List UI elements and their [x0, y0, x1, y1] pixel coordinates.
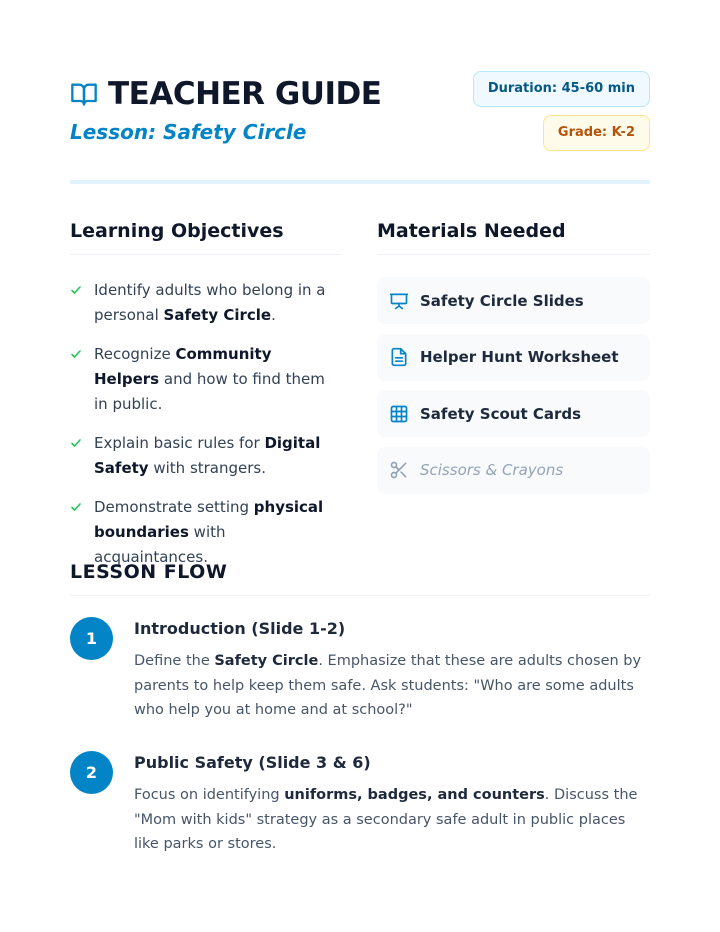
- lesson-flow-divider: [70, 595, 650, 596]
- check-icon: [70, 501, 82, 513]
- title-row: [70, 76, 381, 112]
- material-label: Helper Hunt Worksheet: [420, 348, 619, 366]
- objective-item: Recognize Community Helpers and how to find them in public.: [70, 342, 340, 417]
- check-icon: [70, 284, 82, 296]
- duration-badge: Duration: 45-60 min: [473, 71, 650, 107]
- lesson-subtitle: Lesson: Safety Circle: [70, 120, 307, 144]
- header-divider: [70, 180, 650, 184]
- check-icon: [70, 437, 82, 449]
- book-open-icon: [70, 80, 98, 108]
- grid-icon: [389, 404, 409, 424]
- step-title: Public Safety (Slide 3 & 6): [134, 753, 371, 772]
- materials-heading: Materials Needed: [377, 220, 566, 242]
- step-number-badge: 1: [70, 617, 113, 660]
- material-label: Scissors & Crayons: [420, 461, 564, 479]
- grade-badge: Grade: K-2: [543, 115, 650, 151]
- material-item-slides[interactable]: [377, 277, 650, 324]
- step-number-badge: 2: [70, 751, 113, 794]
- step-description: Focus on identifying uniforms, badges, and counters. Discuss the "Mom with kids" strategy as a secondary safe adult in public places like parks or stores.: [134, 787, 638, 852]
- material-item-cards[interactable]: [377, 390, 650, 437]
- step-title: Introduction (Slide 1-2): [134, 619, 346, 638]
- material-item-worksheet[interactable]: [377, 334, 650, 381]
- materials-list: [377, 277, 650, 503]
- step-description: Define the Safety Circle. Emphasize that these are adults chosen by parents to help keep them safe. Ask students: "Who are some adults who help you at home and at school?": [134, 653, 642, 718]
- material-label: Safety Scout Cards: [420, 404, 582, 423]
- material-label: Safety Circle Slides: [420, 291, 584, 310]
- page-title: TEACHER GUIDE: [108, 76, 382, 112]
- objectives-divider: [70, 254, 342, 255]
- materials-divider: [377, 254, 650, 255]
- check-icon: [70, 348, 82, 360]
- objective-item: Identify adults who belong in a personal Safety Circle.: [70, 278, 340, 328]
- objectives-list: [70, 278, 340, 584]
- material-item-scissors[interactable]: [377, 447, 650, 494]
- document-icon: [389, 347, 409, 367]
- objective-item: Explain basic rules for Digital Safety with strangers.: [70, 431, 340, 481]
- objectives-heading: Learning Objectives: [70, 220, 284, 242]
- presentation-icon: [389, 291, 409, 311]
- scissors-icon: [389, 460, 409, 480]
- lesson-flow-heading: LESSON FLOW: [70, 561, 228, 583]
- guide-header: [70, 74, 650, 154]
- objective-item: Demonstrate setting physical boundaries with acquaintances.: [70, 495, 340, 570]
